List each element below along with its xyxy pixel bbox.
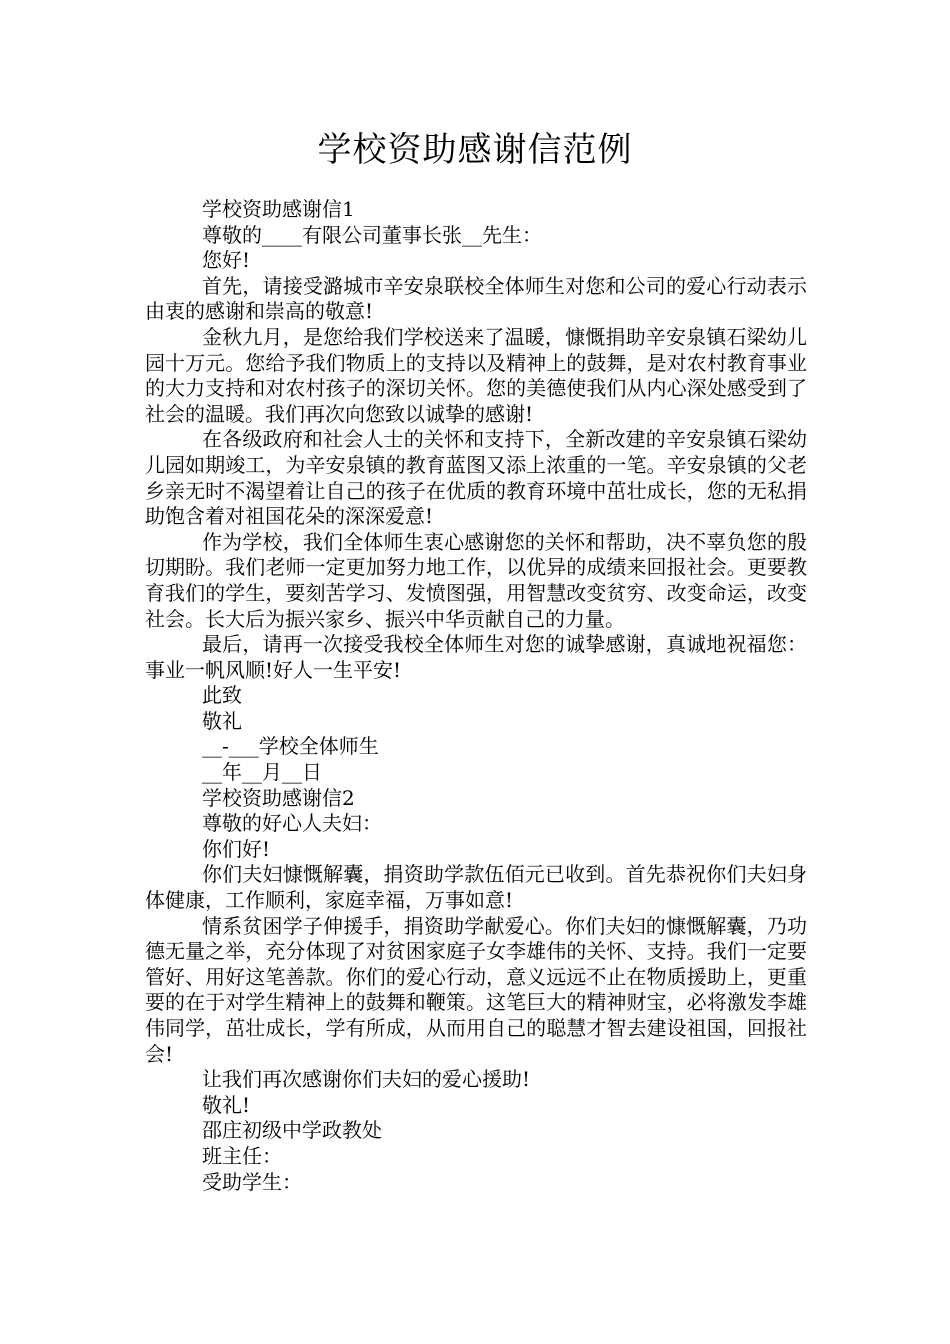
closing-line: 让我们再次感谢你们夫妇的爱心援助! [202,1067,531,1092]
paragraph: 你们夫妇慷慨解囊，捐资助学款伍佰元已收到。首先恭祝你们夫妇身体健康，工作顺利，家庭幸福，万事如意! [145,862,807,913]
document-body [145,197,807,1195]
letter-heading: 学校资助感谢信1 [202,197,355,221]
signature: 邵庄初级中学政教处 [202,1118,382,1143]
paragraph: 情系贫困学子伸援手，捐资助学献爱心。你们夫妇的慷慨解囊，乃功德无量之举，充分体现了对贫困家庭子女李雄伟的关怀、支持。我们一定要管好、用好这笔善款。你们的爱心行动，意义远远不止在物质援助上，更重要的在于对学生精神上的鼓舞和鞭策。这笔巨大的精神财宝，必将激发李雄伟同学，茁壮成长，学有所成，从而用自己的聪慧才智去建设祖国，回报社会! [145,913,807,1066]
closing-line: 敬礼 [202,708,242,733]
date-line: __年__月__日 [202,760,322,785]
signature: 受助学生： [202,1169,302,1194]
paragraph: 作为学校，我们全体师生衷心感谢您的关怀和帮助，决不辜负您的殷切期盼。我们老师一定更加努力地工作，以优异的成绩来回报社会。更要教育我们的学生，要刻苦学习、发愤图强，用智慧改变贫穷、改变命运，改变社会。长大后为振兴家乡、振兴中华贡献自己的力量。 [145,529,807,631]
greeting: 您好! [202,248,251,273]
paragraph: 金秋九月，是您给我们学校送来了温暖，慷慨捐助辛安泉镇石梁幼儿园十万元。您给予我们物质上的支持以及精神上的鼓舞，是对农村教育事业的大力支持和对农村孩子的深切关怀。您的美德使我们从内心深处感受到了社会的温暖。我们再次向您致以诚挚的感谢! [145,324,807,426]
paragraph: 最后，请再一次接受我校全体师生对您的诚挚感谢，真诚地祝福您：事业一帆风顺!好人一生平安! [145,632,807,682]
document-title: 学校资助感谢信范例 [317,130,633,170]
closing-line: 此致 [202,683,242,708]
paragraph: 在各级政府和社会人士的关怀和支持下，全新改建的辛安泉镇石梁幼儿园如期竣工，为辛安泉镇的教育蓝图又添上浓重的一笔。辛安泉镇的父老乡亲无时不渴望着让自己的孩子在优质的教育环境中茁壮成长，您的无私捐助饱含着对祖国花朵的深深爱意! [145,427,807,529]
closing-line: 敬礼! [202,1092,251,1117]
paragraph: 首先，请接受潞城市辛安泉联校全体师生对您和公司的爱心行动表示由衷的感谢和崇高的敬意! [145,273,807,324]
salutation: 尊敬的好心人夫妇： [202,811,382,836]
signature: 班主任： [202,1143,282,1168]
greeting: 你们好! [202,836,271,861]
letter-heading: 学校资助感谢信2 [202,785,355,810]
salutation: 尊敬的____有限公司董事长张__先生： [202,222,542,247]
signature: __-___学校全体师生 [202,734,379,759]
